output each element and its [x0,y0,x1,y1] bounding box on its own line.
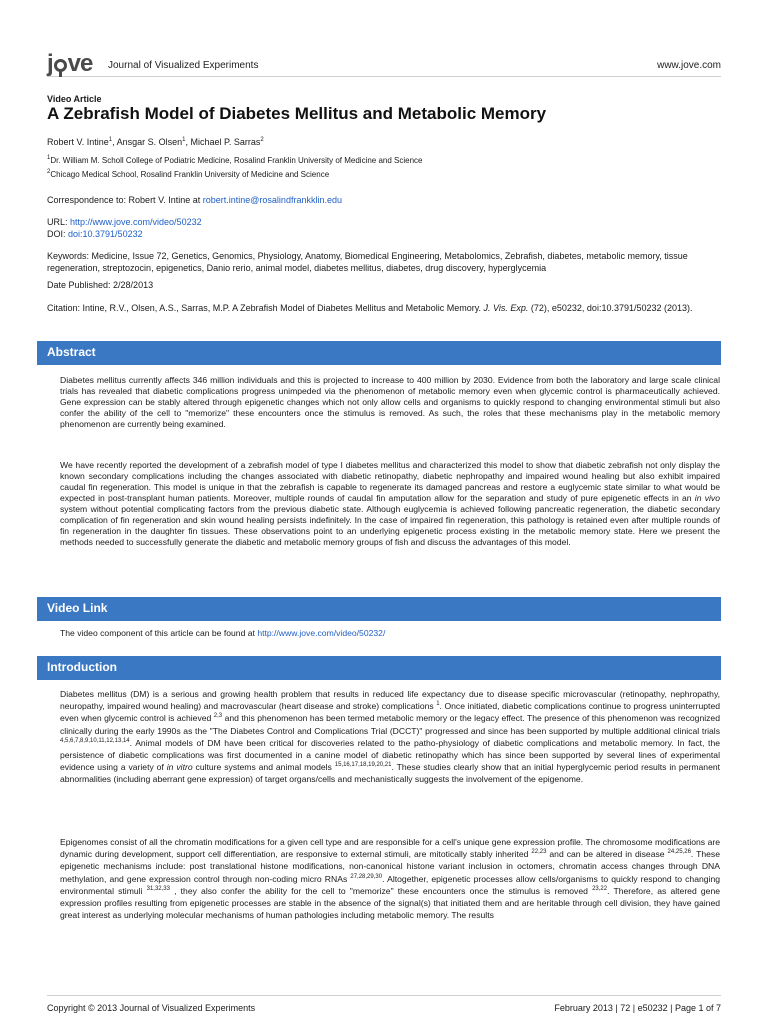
affiliation-2: $^2$Chicago Medical School, Rosalind Franklin University of Medicine and Science [47,169,330,179]
citation: Citation: Intine, R.V., Olsen, A.S., Sarras, M.P. A Zebrafish Model of Diabetes Mellitus and Metabolic Memory. J. Vis. Exp. (72), e50232, doi:10.3791/50232 (2013). [47,303,693,313]
introduction-heading: Introduction [47,660,117,674]
author-list: Robert V. Intine$^1$, Ansgar S. Olsen$^1$, Michael P. Sarras$^2$ [47,137,264,147]
citation-ref: 22,23 [531,849,547,856]
abstract-heading: Abstract [47,345,96,359]
citation-ref: 2,3 [213,713,223,720]
abstract-paragraph-2: We have recently reported the development of a zebrafish model of type I diabetes mellitus and characterized this model to show that diabetic zebrafish not only display the known secondary complications including the changes associated with diabetic retinopathy, diabetic nephropathy and impaired wound healing but also exhibit impaired caudal fin regeneration. This model is unique in that the zebrafish is capable to regenerate its damaged pancreas and restore a euglycemic state similar to what would be expected in post-transplant human patients. Moreover, multiple rounds of caudal fin amputation allow for the separation and study of pure epigenetic effects in an in vivo system without potential complicating factors from the previous diabetic state. Although euglycemia is achieved following pancreatic regeneration, the diabetic secondary complication of fin regeneration and skin wound healing persists indefinitely. In the case of impaired fin regeneration, this pathology is retained even after multiple rounds of fin regeneration in the daughter fin tissues. These observations point to an underlying epigenetic process existing in the metabolic memory state. Here we present the methods needed to successfully generate the diabetic and metabolic memory groups of fish and discuss the advantages of this model. [60,460,720,547]
copyright: Copyright © 2013 Journal of Visualized Experiments [47,1003,256,1013]
video-url-link[interactable]: http://www.jove.com/video/50232/ [257,628,386,638]
citation-ref: 1 [436,701,440,708]
correspondence: Correspondence to: Robert V. Intine at robert.intine@rosalindfrankklin.edu [47,195,342,205]
site-link[interactable]: www.jove.com [657,60,721,71]
jove-logo[interactable]: j ve [47,50,93,77]
abstract-paragraph-1: Diabetes mellitus currently affects 346 million individuals and this is projected to increase to 400 million by 2030. Evidence from both the laboratory and large scale clinical trials has revealed that diabetic complications progress unimpeded via the phenomenon of metabolic memory even when glycemic control is pharmaceutically achieved. Gene expression can be stably altered through epigenetic changes which not only allow cells and organisms to quickly respond to changing environmental stimuli but also confer the ability of the cell to "memorize" these encounters once the stimulus is removed. As such, the roles that these mechanisms play in the metabolic memory phenomenon are currently being examined. [60,375,720,429]
article-title: A Zebrafish Model of Diabetes Mellitus and Metabolic Memory [47,104,547,123]
introduction-paragraph-1: Diabetes mellitus (DM) is a serious and growing health problem that results in reduced life expectancy due to disease specific microvascular (retinopathy, nephropathy, neuropathy, impaired wound healing) and macrovascular (heart disease and stroke) complications $^1$. Once initiated, diabetic complications continue to progress uninterrupted even when glycemic control is achieved $^{2,3}$ and this phenomenon has been termed metabolic memory or the legacy effect. The presence of this phenomenon was recognized clinically during the early 1990s as the "The Diabetes Control and Complications Trial (DCCT)" progressed and since has been supported by multiple additional clinical trials $^{4,5,6,7,8,9,10,11,12,13,14}$. Animal models of DM have been critical for discoveries related to the patho-physiology of diabetic complications and metabolic memory. In fact, the persistence of diabetic complications was first documented in a canine model of diabetic retinopathy which has since been supported by several lines of experimental evidence using a variety of in vitro culture systems and animal models $^{15,16,17,18,19,20,21}$. These studies clearly show that an initial hyperglycemic period results in permanent abnormalities (including aberrant gene expression) of target organs/cells and mechanistically suggests the involvement of the epigenome. [60,689,721,785]
url-doi-block: URL: http://www.jove.com/video/50232 DOI: doi:10.3791/50232 [47,217,202,239]
citation-ref: 23,22 [592,885,608,892]
page-info: February 2013 | 72 | e50232 | Page 1 of 7 [554,1003,721,1013]
citation-ref: 27,28,29,30 [350,873,383,880]
article-url-link[interactable]: http://www.jove.com/video/50232 [70,217,202,227]
citation-ref: 4,5,6,7,8,9,10,11,12,13,14 [60,737,130,744]
doi-link[interactable]: doi:10.3791/50232 [68,228,143,239]
citation-ref: 15,16,17,18,19,20,21 [334,762,392,769]
date-published: Date Published: 2/28/2013 [47,280,154,290]
logo-o-icon [54,59,67,72]
introduction-paragraph-2: Epigenomes consist of all the chromatin modifications for a given cell type and are responsible for a cell's unique gene expression profile. The chromosome modifications are dynamic during development, support cell differentiation, are responsive to external stimuli, are mitotically stably inherited $^{22,23}$ and can be altered in disease $^{24,25,26}$. These epigenetic mechanisms include: post translational histone modifications, non-canonical histone variant inclusion in octomers, chromatin access changes through DNA methylation, and gene expression control through non-coding micro RNAs $^{27,28,29,30}$. Altogether, epigenetic processes allow cells/organisms to quickly respond to changing environmental stimuli $^{31,32,33}$ , they also confer the ability for the cell to "memorize" these encounters once the stimulus is removed $^{23,22}$. Therefore, as altered gene expression profiles resulting from epigenetic processes are stable in the absence of the signal(s) that initiated them and are heritable through cell division, they have gained great interest as underlying molecular mechanisms of human pathologies including metabolic memory. The results [60,837,720,921]
author-name: Robert V. Intine [47,137,109,147]
abstract-heading-bar [37,341,721,365]
introduction-heading-bar [37,656,721,680]
author-name: Michael P. Sarras [190,137,261,147]
page-footer [47,995,721,1013]
correspondence-email-link[interactable]: robert.intine@rosalindfrankklin.edu [202,195,342,205]
video-link-heading-bar [37,597,721,621]
author-name: Ansgar S. Olsen [116,137,183,147]
journal-name: Journal of Visualized Experiments [108,60,259,71]
citation-ref: 24,25,26 [667,849,691,856]
journal-header [47,46,721,77]
affiliation-1: $^1$Dr. William M. Scholl College of Podiatric Medicine, Rosalind Franklin University of Medicine and Science [47,155,423,165]
article-type: Video Article [47,94,102,104]
video-link-heading: Video Link [47,601,108,615]
citation-ref: 31,32,33 [146,885,170,892]
keywords: Keywords: Medicine, Issue 72, Genetics, Genomics, Physiology, Anatomy, Biomedical Engineering, Metabolomics, Zebrafish, diabetes, metabolic memory, tissue regeneration, streptozocin, epigenetics, Danio rerio, animal model, diabetes mellitus, diabetes, drug discovery, hyperglycemia [47,251,688,273]
video-link-text: The video component of this article can be found at http://www.jove.com/video/50232/ [60,628,386,638]
